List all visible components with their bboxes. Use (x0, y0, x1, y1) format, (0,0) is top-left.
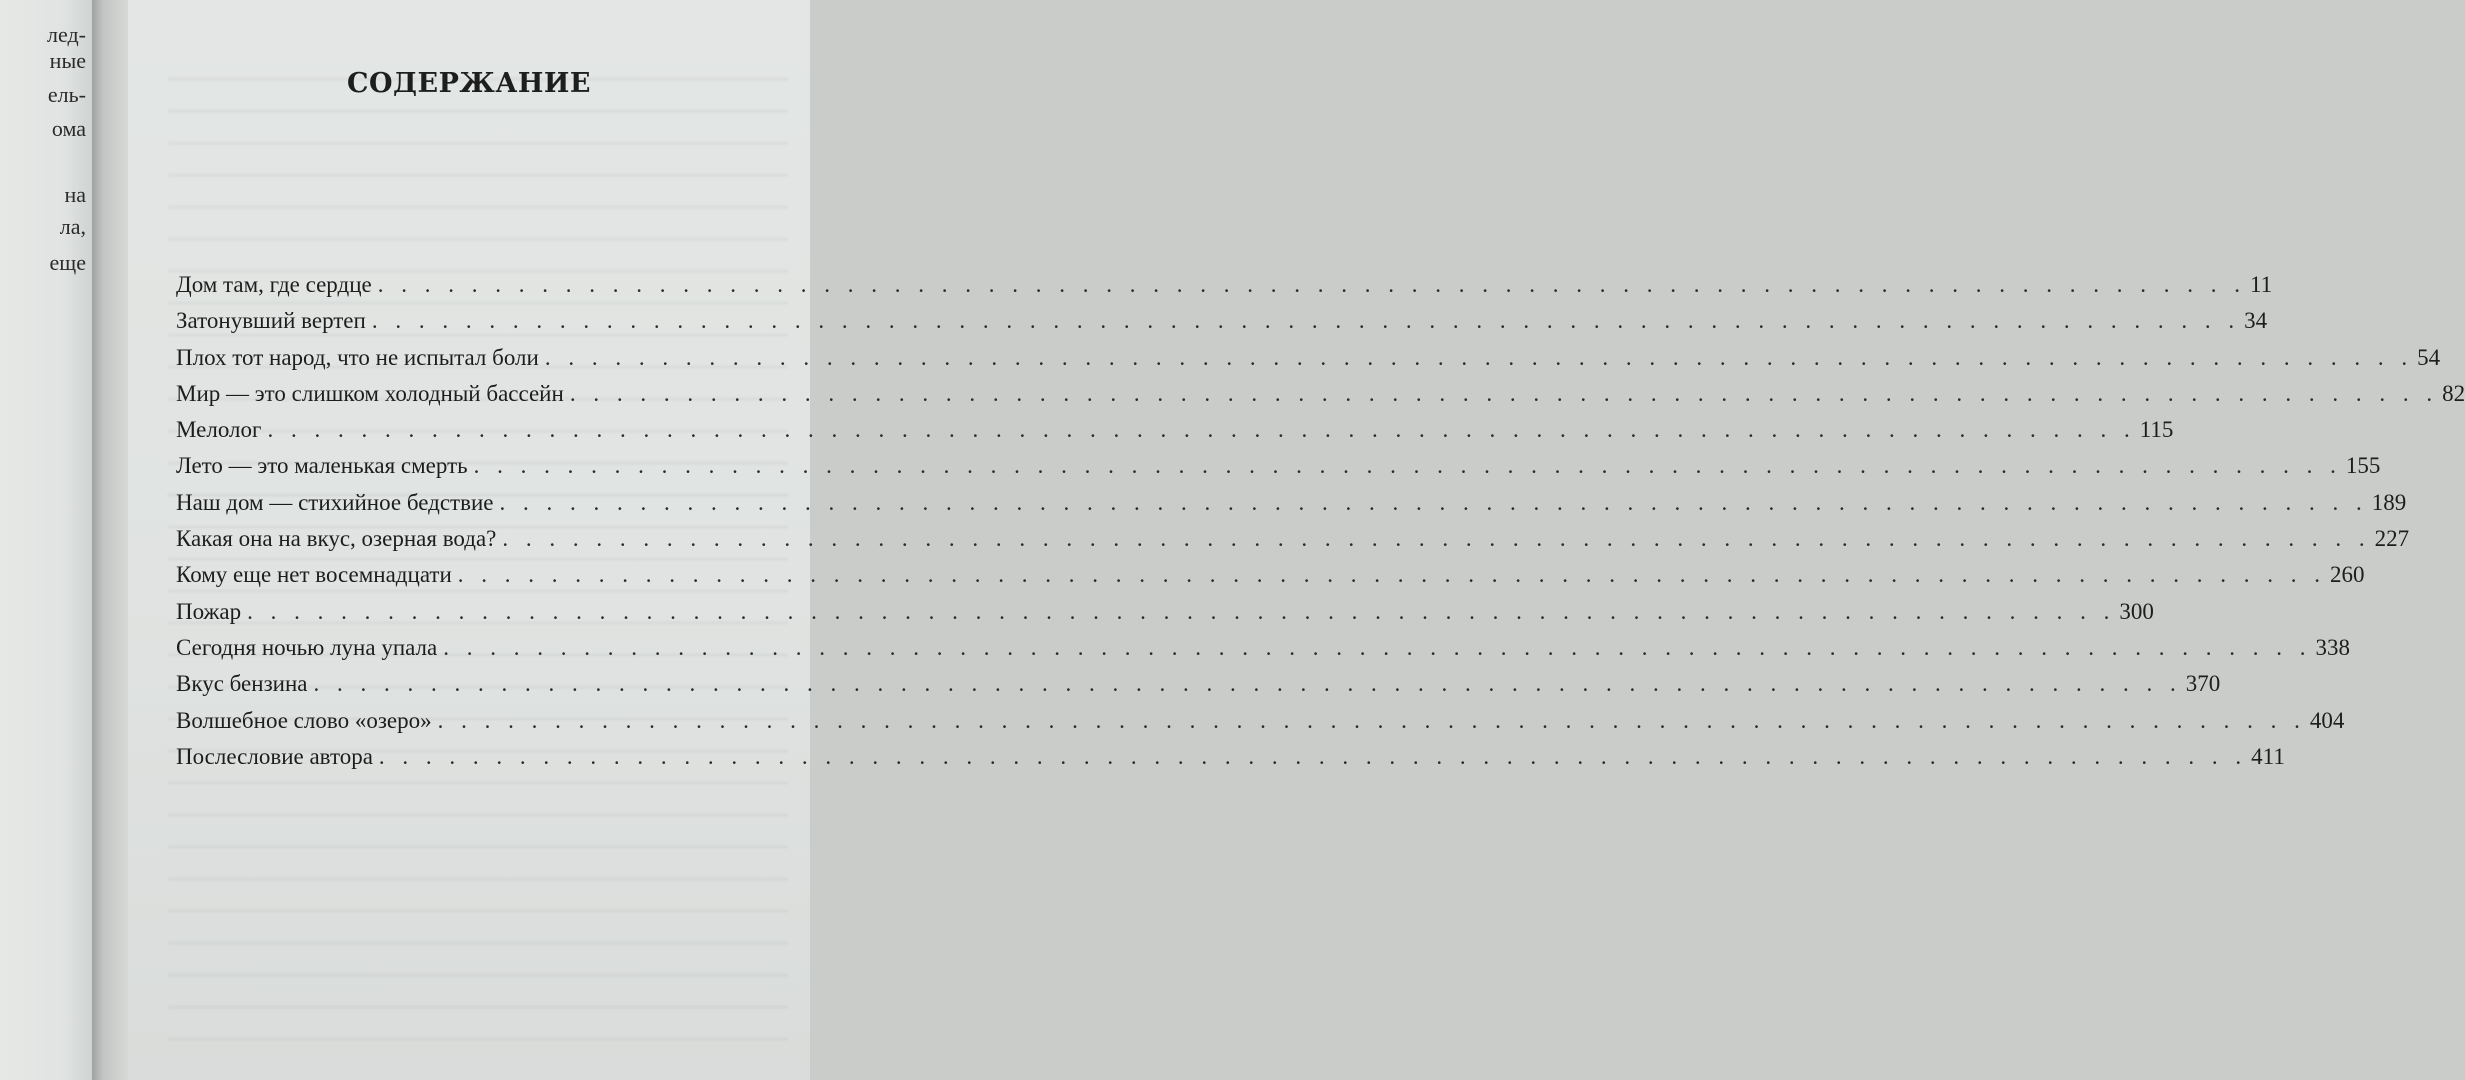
toc-entry-title: Лето — это маленькая смерть (176, 453, 468, 479)
toc-entry[interactable] (176, 272, 2273, 308)
page-title: СОДЕРЖАНИЕ (347, 68, 591, 99)
toc-dot-leader: . . . . . . . . . . . . . . . . . . . . . . . . . . . . . . . . . . . . . . . . . . . . . . . . . . . . . . . . . . . . . . . . . . . . . . . . . . . . . . . . (371, 308, 2241, 334)
left-page-fragment: ома (51, 116, 86, 141)
toc-dot-leader: . . . . . . . . . . . . . . . . . . . . . . . . . . . . . . . . . . . . . . . . . . . . . . . . . . . . . . . . . . . . . . . . . . . . . . . . . . . . . . . . (267, 417, 2136, 443)
toc-dot-leader: . . . . . . . . . . . . . . . . . . . . . . . . . . . . . . . . . . . . . . . . . . . . . . . . . . . . . . . . . . . . . . . . . . . . . . . . . . . . . . . . (499, 489, 2368, 515)
toc-entry[interactable] (176, 453, 2381, 489)
toc-entry-title: Наш дом — стихийное бедствие (176, 489, 494, 515)
toc-dot-leader: . . . . . . . . . . . . . . . . . . . . . . . . . . . . . . . . . . . . . . . . . . . . . . . . . . . . . . . . . . . . . . . . . . . . . . . . . . . . . . . . (569, 380, 2439, 406)
toc-entry-title: Пожар (176, 598, 242, 624)
toc-dot-leader: . . . . . . . . . . . . . . . . . . . . . . . . . . . . . . . . . . . . . . . . . . . . . . . . . . . . . . . . . . . . . . . . . . . . . . . . . . . . . . . . (443, 634, 2312, 660)
toc-dot-leader: . . . . . . . . . . . . . . . . . . . . . . . . . . . . . . . . . . . . . . . . . . . . . . . . . . . . . . . . . . . . . . . . . . . . . . . . . . . . . . . . (502, 526, 2371, 552)
toc-entry-title: Волшебное слово «озеро» (176, 707, 432, 733)
toc-entry-page: 338 (2315, 634, 2350, 660)
toc-entry[interactable] (176, 634, 2350, 671)
toc-entry-title: Мир — это слишком холодный бассейн (176, 380, 564, 406)
book-gutter (92, 0, 132, 1080)
toc-entry-title: Послесловие автора (176, 743, 373, 769)
toc-entry[interactable] (176, 526, 2410, 562)
toc-entry[interactable] (176, 707, 2345, 744)
toc-entry-page: 82 (2442, 380, 2465, 406)
toc-entry-title: Какая она на вкус, озерная вода? (176, 526, 497, 552)
toc-dot-leader: . . . . . . . . . . . . . . . . . . . . . . . . . . . . . . . . . . . . . . . . . . . . . . . . . . . . . . . . . . . . . . . . . . . . . . . . . . . . . . . . (247, 598, 2116, 624)
toc-entry-page: 300 (2119, 598, 2154, 624)
toc-entry-page: 189 (2371, 489, 2407, 515)
toc-dot-leader: . . . . . . . . . . . . . . . . . . . . . . . . . . . . . . . . . . . . . . . . . . . . . . . . . . . . . . . . . . . . . . . . . . . . . . . . . . . . . . . . (457, 562, 2327, 588)
toc-entry[interactable] (176, 489, 2407, 526)
toc-entry[interactable] (176, 308, 2268, 344)
left-page-fragment: лед- (47, 22, 86, 47)
toc-entry-page: 155 (2345, 453, 2381, 479)
toc-dot-leader: . . . . . . . . . . . . . . . . . . . . . . . . . . . . . . . . . . . . . . . . . . . . . . . . . . . . . . . . . . . . . . . . . . . . . . . . . . . . . . . . (473, 453, 2342, 479)
toc-entry-page: 11 (2249, 272, 2273, 297)
toc-entry[interactable] (176, 380, 2465, 417)
left-page-fragment: ные (49, 48, 86, 73)
toc-entry-title: Затонувший вертеп (176, 308, 366, 334)
toc-entry-title: Плох тот народ, что не испытал боли (176, 344, 539, 370)
toc-entry-page: 260 (2330, 562, 2365, 588)
toc-entry[interactable] (176, 562, 2365, 598)
toc-entry-page: 370 (2185, 671, 2221, 697)
toc-entry-title: Кому еще нет восемнадцати (176, 562, 452, 588)
toc-dot-leader: . . . . . . . . . . . . . . . . . . . . . . . . . . . . . . . . . . . . . . . . . . . . . . . . . . . . . . . . . . . . . . . . . . . . . . . . . . . . . . . . (377, 272, 2246, 297)
toc-entry-page: 411 (2251, 743, 2285, 769)
left-page-fragment: на (64, 182, 86, 207)
contents-page (128, 0, 2465, 1080)
toc-entry-title: Сегодня ночью луна упала (176, 634, 438, 660)
toc-entry-page: 115 (2139, 417, 2174, 443)
toc-entry-page: 34 (2244, 308, 2268, 334)
toc-dot-leader: . . . . . . . . . . . . . . . . . . . . . . . . . . . . . . . . . . . . . . . . . . . . . . . . . . . . . . . . . . . . . . . . . . . . . . . . . . . . . . . . (378, 743, 2248, 769)
toc-dot-leader: . . . . . . . . . . . . . . . . . . . . . . . . . . . . . . . . . . . . . . . . . . . . . . . . . . . . . . . . . . . . . . . . . . . . . . . . . . . . . . . . (544, 344, 2414, 370)
toc-entry[interactable] (176, 743, 2285, 780)
toc-entry-title: Дом там, где сердце (176, 272, 372, 297)
toc-entry[interactable] (176, 598, 2154, 635)
toc-entry-title: Мелолог (176, 417, 262, 443)
table-of-contents (176, 272, 2465, 780)
toc-entry-page: 54 (2417, 344, 2441, 370)
toc-dot-leader: . . . . . . . . . . . . . . . . . . . . . . . . . . . . . . . . . . . . . . . . . . . . . . . . . . . . . . . . . . . . . . . . . . . . . . . . . . . . . . . . (437, 707, 2306, 733)
toc-dot-leader: . . . . . . . . . . . . . . . . . . . . . . . . . . . . . . . . . . . . . . . . . . . . . . . . . . . . . . . . . . . . . . . . . . . . . . . . . . . . . . . . (313, 671, 2182, 697)
toc-entry[interactable] (176, 344, 2441, 381)
left-page-fragment: ла, (59, 214, 86, 239)
toc-entry[interactable] (176, 671, 2221, 707)
left-page-fragment: еще (49, 250, 86, 275)
toc-entry[interactable] (176, 417, 2174, 453)
toc-entry-title: Вкус бензина (176, 671, 308, 697)
left-facing-page (0, 0, 92, 1080)
left-page-fragment: ель- (47, 82, 86, 107)
toc-entry-page: 404 (2309, 707, 2345, 733)
toc-entry-page: 227 (2374, 526, 2410, 552)
